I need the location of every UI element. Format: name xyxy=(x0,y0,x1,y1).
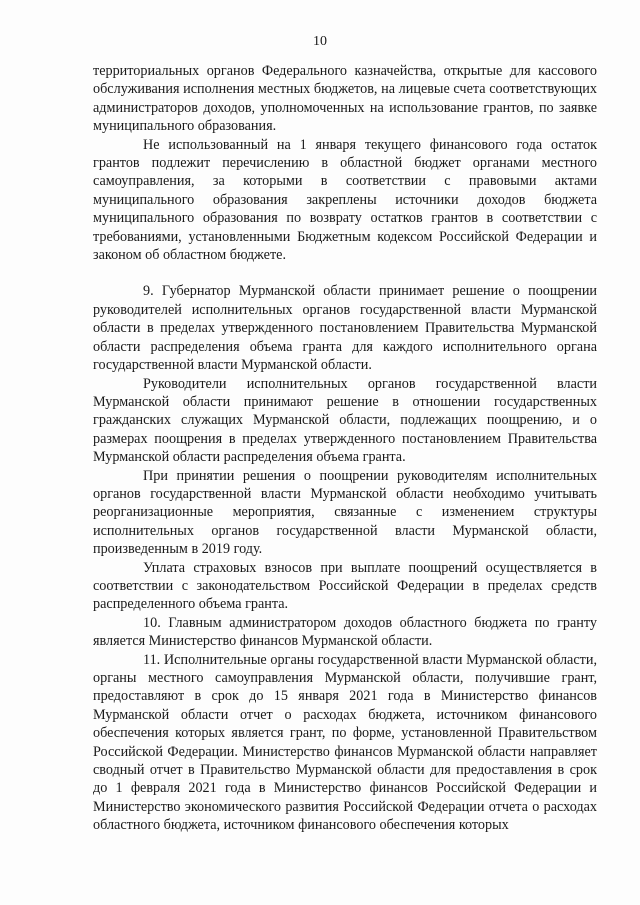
document-body xyxy=(93,62,597,835)
paragraph-grant-accounts: территориальных органов Федерального казначейства, открытые для кассового обслуживания исполнения местных бюджетов, на лицевые счета соответствующих администраторов доходов, уполномоченных на использование грантов, по заявке муниципального образования. xyxy=(93,63,597,135)
paragraph-reorganization: При принятии решения о поощрении руководителям исполнительных органов государственной власти Мурманской области необходимо учитывать реорганизационные мероприятия, связанные с изменением структуры исполнительных органов государственной власти Мурманской области, произведенным в 2019 году. xyxy=(93,467,597,558)
paragraph-insurance-contributions: Уплата страховых взносов при выплате поощрений осуществляется в соответствии с законодательством Российской Федерации в пределах средств распределенного объема гранта. xyxy=(93,559,597,613)
page-number: 10 xyxy=(313,34,327,49)
paragraph-heads-decision: Руководители исполнительных органов государственной власти Мурманской области принимают решение в отношении государственных гражданских служащих Мурманской области, подлежащих поощрению, и о размерах поощрения в пределах утвержденного постановлением Правительства Мурманской области распределения объема гранта. xyxy=(93,375,597,466)
paragraph-item-11-reporting: 11. Исполнительные органы государственной власти Мурманской области, органы местного самоуправления Мурманской области, получившие грант, предоставляют в срок до 15 января 2021 года в Министерство финансов Мурманской области отчет о расходах бюджета, источником финансового обеспечения которых является грант, по форме, установленной Правительством Российской Федерации. Министерство финансов Мурманской области направляет сводный отчет в Правительство Мурманской области для предоставления в срок до 1 февраля 2021 года в Министерство финансов Российской Федерации и Министерство экономического развития Российской Федерации отчета о расходах областного бюджета, источником финансового обеспечения которых xyxy=(93,651,597,834)
paragraph-item-9-governor-decision: 9. Губернатор Мурманской области принимает решение о поощрении руководителей исполнительных органов государственной власти Мурманской области в пределах утвержденного постановлением Правительства Мурманской области распределения объема гранта для каждого исполнительного органа государственной власти Мурманской области. xyxy=(93,283,597,374)
paragraph-item-10-administrator: 10. Главным администратором доходов областного бюджета по гранту является Министерство финансов Мурманской области. xyxy=(93,614,597,650)
paragraph-unused-grant-balance: Не использованный на 1 января текущего финансового года остаток грантов подлежит перечислению в областной бюджет органами местного самоуправления, за которыми в соответствии с правовыми актами муниципального образования закреплены источники доходов бюджета муниципального образования по возврату остатков грантов в соответствии с требованиями, установленными Бюджетным кодексом Российской Федерации и законом об областном бюджете. xyxy=(93,136,597,264)
